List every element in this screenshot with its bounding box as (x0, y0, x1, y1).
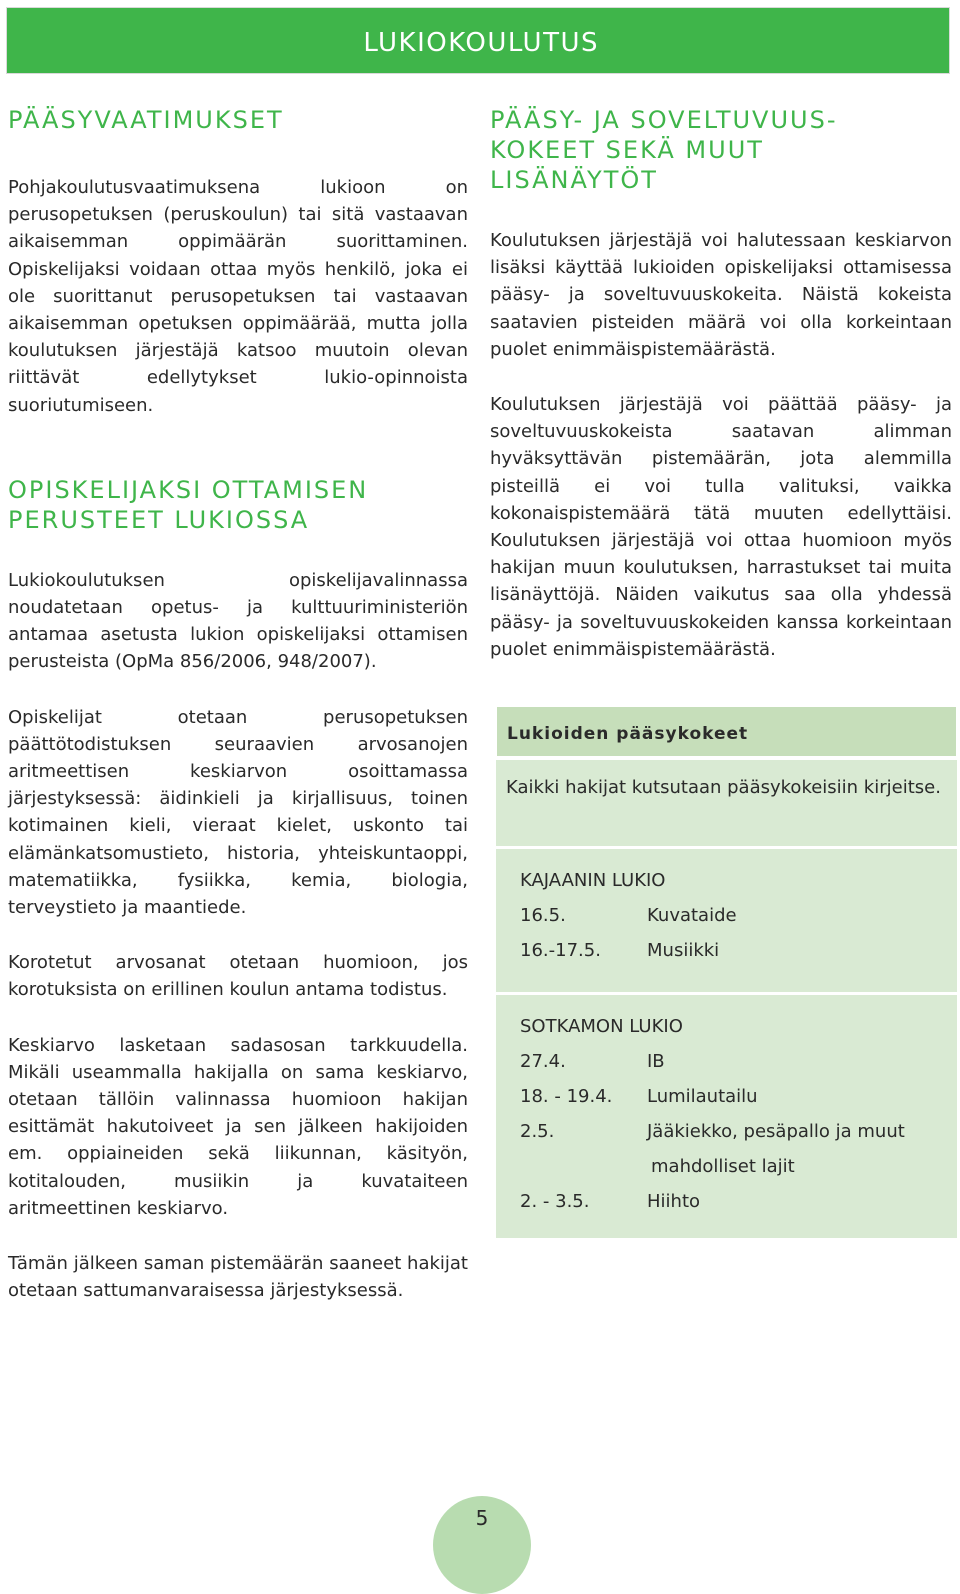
right-column (490, 105, 952, 663)
schedule-row (520, 1149, 933, 1184)
heading-paasyvaatimukset: PÄÄSYVAATIMUKSET (8, 106, 284, 134)
schedule-event: Hiihto (647, 1191, 701, 1212)
entrance-exams-box-title (496, 706, 957, 757)
paragraph-sattuma: Tämän jälkeen saman pistemäärän saaneet hakijat otetaan sattumanvaraisessa järjestyksessä. (8, 1253, 468, 1302)
page-number: 5 (475, 1506, 489, 1530)
paragraph-alin-pistemaara: Koulutuksen järjestäjä voi päättää pääsy- ja soveltuvuuskokeista saatavan alimman hyväksyttävän pistemäärän, jota alemmilla pisteillä ei voi tulla valituksi, vaikka kokonaispistemäärä tätä muuten edellyttäisi. Koulutuksen järjestäjä voi ottaa huomioon myös hakijan muun koulutuksen, harrastukset tai muita lisänäyttöjä. Näiden vaikutus saa olla yhdessä pääsy- ja soveltuvuuskokeiden kanssa korkeintaan puolet enimmäispistemäärästä. (490, 394, 952, 660)
kajaani-schedule (496, 849, 957, 992)
schedule-date: 27.4. (520, 1051, 566, 1072)
schedule-date: 16.5. (520, 905, 566, 926)
schedule-event: IB (647, 1051, 665, 1072)
schedule-row (520, 1184, 933, 1219)
schedule-event: Jääkiekko, pesäpallo ja muut (647, 1121, 905, 1142)
schedule-event: Kuvataide (647, 905, 737, 926)
paragraph-keskiarvo: Opiskelijat otetaan perusopetuksen päättötodistuksen seuraavien arvosanojen aritmeettisen keskiarvon osoittamassa järjestyksessä: äidinkieli ja kirjallisuus, toinen kotimainen kieli, vieraat kielet, uskonto tai elämänkatsomustieto, historia, yhteiskuntaoppi, matematiikka, fysiikka, kemia, biologia, terveystieto ja maantiede. (8, 706, 468, 919)
heading-opiskelijaksi (8, 475, 468, 535)
heading-line: KOKEET SEKÄ MUUT (490, 136, 764, 164)
schedule-event: Lumilautailu (647, 1086, 758, 1107)
schedule-row (520, 1044, 933, 1079)
schedule-row (520, 933, 933, 968)
schedule-date: 18. - 19.4. (520, 1086, 613, 1107)
schedule-date: 2. - 3.5. (520, 1191, 590, 1212)
paragraph-sadasosa: Keskiarvo lasketaan sadasosan tarkkuudella. Mikäli useammalla hakijalla on sama keskiarvo, otetaan tällöin valinnassa huomioon hakijan esittämät hakutoiveet ja sen jälkeen hakijoiden em. oppiaineiden sekä liikunnan, käsityön, kotitalouden, musiikin ja kuvataiteen aritmeettinen keskiarvo. (8, 1034, 468, 1219)
schedule-row (520, 1114, 933, 1149)
page-number-badge (433, 1496, 531, 1594)
paragraph-valinta: Lukiokoulutuksen opiskelijavalinnassa noudatetaan opetus- ja kulttuuriministeriön antamaa asetusta lukion opiskelijaksi ottamisen perusteista (OpMa 856/2006, 948/2007). (8, 569, 468, 673)
sotkamo-schedule (496, 995, 957, 1238)
heading-line: LISÄNÄYTÖT (490, 166, 658, 194)
header-title: LUKIOKOULUTUS (363, 28, 599, 58)
box-title: Lukioiden pääsykokeet (507, 724, 749, 744)
paragraph-korotetut: Korotetut arvosanat otetaan huomioon, jos korotuksista on erillinen koulun antama todistus. (8, 952, 468, 1001)
box-intro-text: Kaikki hakijat kutsutaan pääsykokeisiin kirjeitse. (506, 777, 941, 798)
schedule-date: 16.-17.5. (520, 940, 601, 961)
schedule-event: mahdolliset lajit (651, 1156, 795, 1177)
schedule-event: Musiikki (647, 940, 720, 961)
heading-line: OPISKELIJAKSI OTTAMISEN (8, 475, 369, 504)
paragraph-keskiarvon-lisaksi: Koulutuksen järjestäjä voi halutessaan keskiarvon lisäksi käyttää lukioiden opiskelijaksi ottamisessa pääsy- ja soveltuvuuskokeita. Näistä kokeista saatavien pisteiden määrä voi olla korkeintaan puolet enimmäispistemäärästä. (490, 230, 952, 360)
schedule-row (520, 898, 933, 933)
schedule-date (520, 1149, 647, 1184)
header-banner (6, 7, 950, 74)
heading-line: PÄÄSY- JA SOVELTUVUUS- (490, 106, 838, 134)
schedule-row (520, 1079, 933, 1114)
entrance-exams-intro (496, 760, 957, 846)
school-name: SOTKAMON LUKIO (520, 1016, 683, 1037)
heading-line: PERUSTEET LUKIOSSA (8, 505, 310, 534)
heading-paasykokeet (490, 105, 952, 195)
schedule-date: 2.5. (520, 1121, 555, 1142)
school-name: KAJAANIN LUKIO (520, 870, 666, 891)
left-column (8, 105, 468, 1305)
paragraph-pohjakoulutus: Pohjakoulutusvaatimuksena lukioon on perusopetuksen (peruskoulun) tai sitä vastaavan aikaisemman oppimäärän suorittaminen. Opiskelijaksi voidaan ottaa myös henkilö, joka ei ole suorittanut perusopetuksen tai vastaavan aikaisemman opetuksen oppimäärää, mutta jolla koulutuksen järjestäjä katsoo muutoin olevan riittävät edellytykset lukio-opinnoista suoriutumiseen. (8, 177, 468, 416)
